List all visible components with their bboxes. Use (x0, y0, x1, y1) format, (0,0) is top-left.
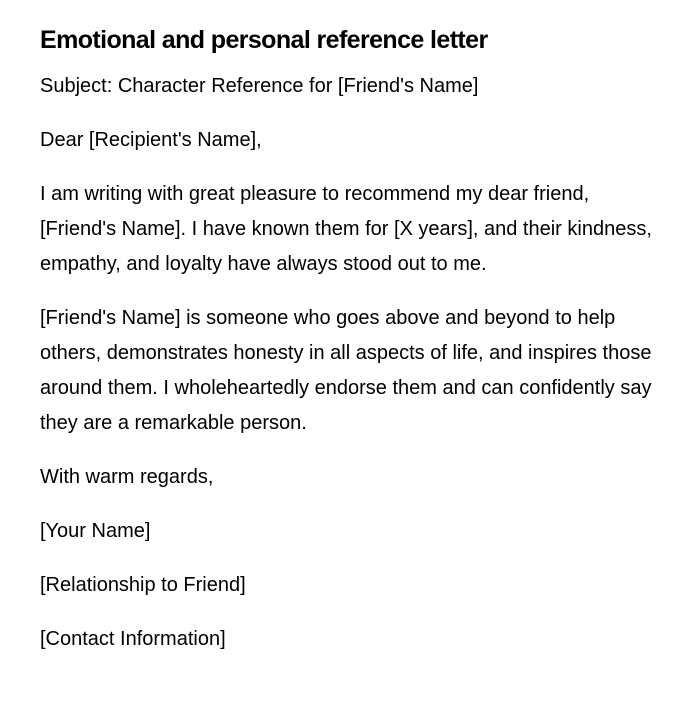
salutation: Dear [Recipient's Name], (40, 129, 262, 151)
signature-name: [Your Name] (40, 520, 151, 542)
body-paragraph-1: I am writing with great pleasure to recommend my dear friend, [Friend's Name]. I have known them for [X years], and their kindness, empathy, and loyalty have always stood out to me. (40, 183, 652, 275)
closing: With warm regards, (40, 466, 214, 488)
body-paragraph-2: [Friend's Name] is someone who goes above and beyond to help others, demonstrates honesty in all aspects of life, and inspires those around them. I wholeheartedly endorse them and can confidently say they are a remarkable person. (40, 307, 652, 434)
relationship-line: [Relationship to Friend] (40, 574, 246, 596)
contact-information: [Contact Information] (40, 628, 226, 650)
document-title: Emotional and personal reference letter (40, 26, 488, 54)
subject-line: Subject: Character Reference for [Friend's Name] (40, 75, 479, 97)
reference-letter-document (40, 22, 660, 657)
